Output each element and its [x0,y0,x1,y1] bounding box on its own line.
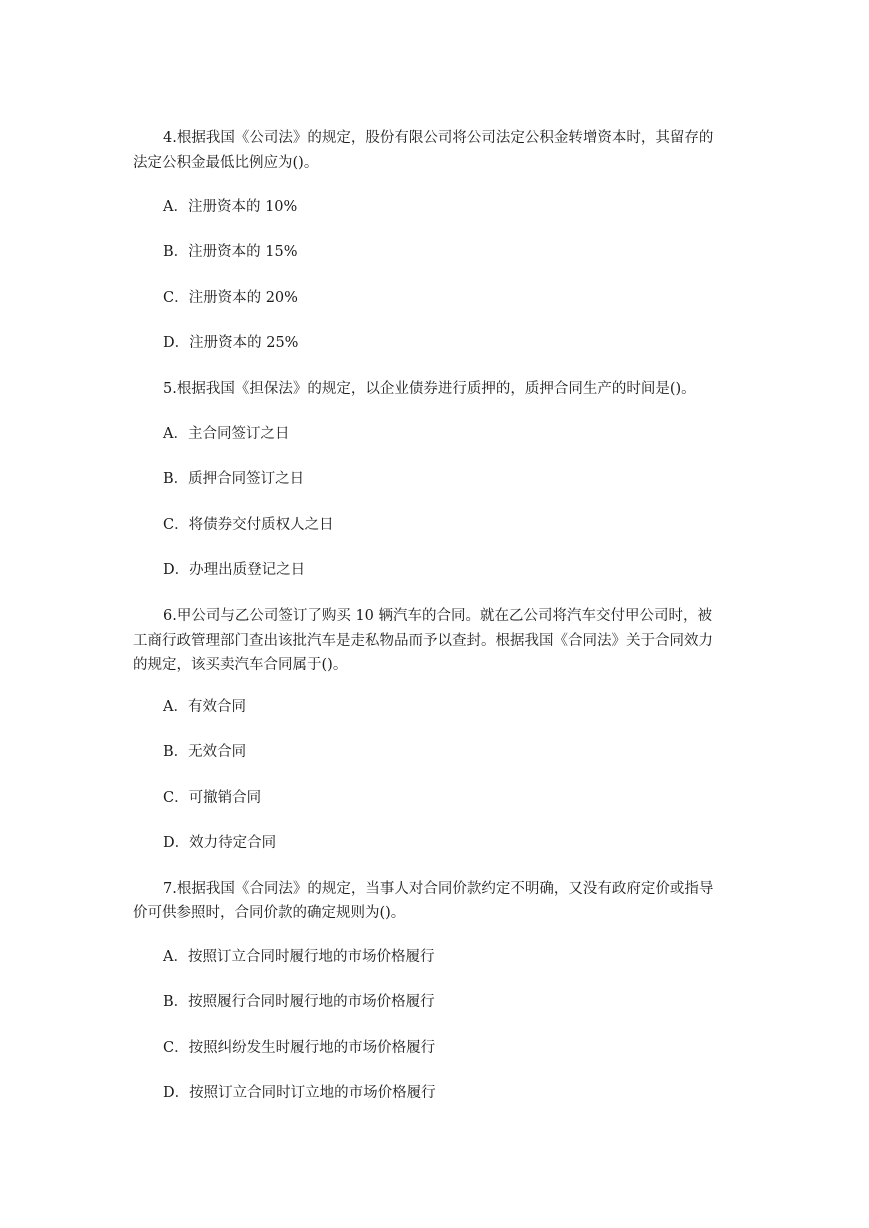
question-5-option-d: D．办理出质登记之日 [163,562,306,578]
question-6-option-c: C．可撤销合同 [163,790,262,806]
question-6-line-1: 6.甲公司与乙公司签订了购买 10 辆汽车的合同。就在乙公司将汽车交付甲公司时，被 [163,608,713,624]
question-6-option-b: B．无效合同 [163,744,247,760]
question-4-option-b: B．注册资本的 15% [163,244,298,260]
question-7-option-d: D．按照订立合同时订立地的市场价格履行 [163,1085,436,1101]
question-5-option-a: A．主合同签订之日 [163,426,290,442]
question-6-line-3: 的规定，该买卖汽车合同属于()。 [133,657,348,673]
question-7-option-a: A．按照订立合同时履行地的市场价格履行 [163,949,435,965]
question-5-option-b: B．质押合同签订之日 [163,471,305,487]
question-7-line-2: 价可供参照时，合同价款的确定规则为()。 [133,905,406,921]
question-6-option-d: D．效力待定合同 [163,835,277,851]
question-7-option-b: B．按照履行合同时履行地的市场价格履行 [163,994,435,1010]
question-6-option-a: A．有效合同 [163,699,246,715]
question-7-option-c: C．按照纠纷发生时履行地的市场价格履行 [163,1040,436,1056]
question-5-line-1: 5.根据我国《担保法》的规定，以企业债券进行质押的，质押合同生产的时间是()。 [163,381,696,397]
question-6-line-2: 工商行政管理部门查出该批汽车是走私物品而予以查封。根据我国《合同法》关于合同效力 [133,633,713,649]
question-4-option-a: A．注册资本的 10% [163,199,298,215]
question-5-option-c: C．将债券交付质权人之日 [163,517,334,533]
question-4-option-c: C．注册资本的 20% [163,290,298,306]
question-4-line-2: 法定公积金最低比例应为()。 [133,155,319,171]
question-7-line-1: 7.根据我国《合同法》的规定，当事人对合同价款约定不明确，又没有政府定价或指导 [163,881,714,897]
question-4-option-d: D．注册资本的 25% [163,335,299,351]
question-4-line-1: 4.根据我国《公司法》的规定，股份有限公司将公司法定公积金转增资本时，其留存的 [163,130,714,146]
